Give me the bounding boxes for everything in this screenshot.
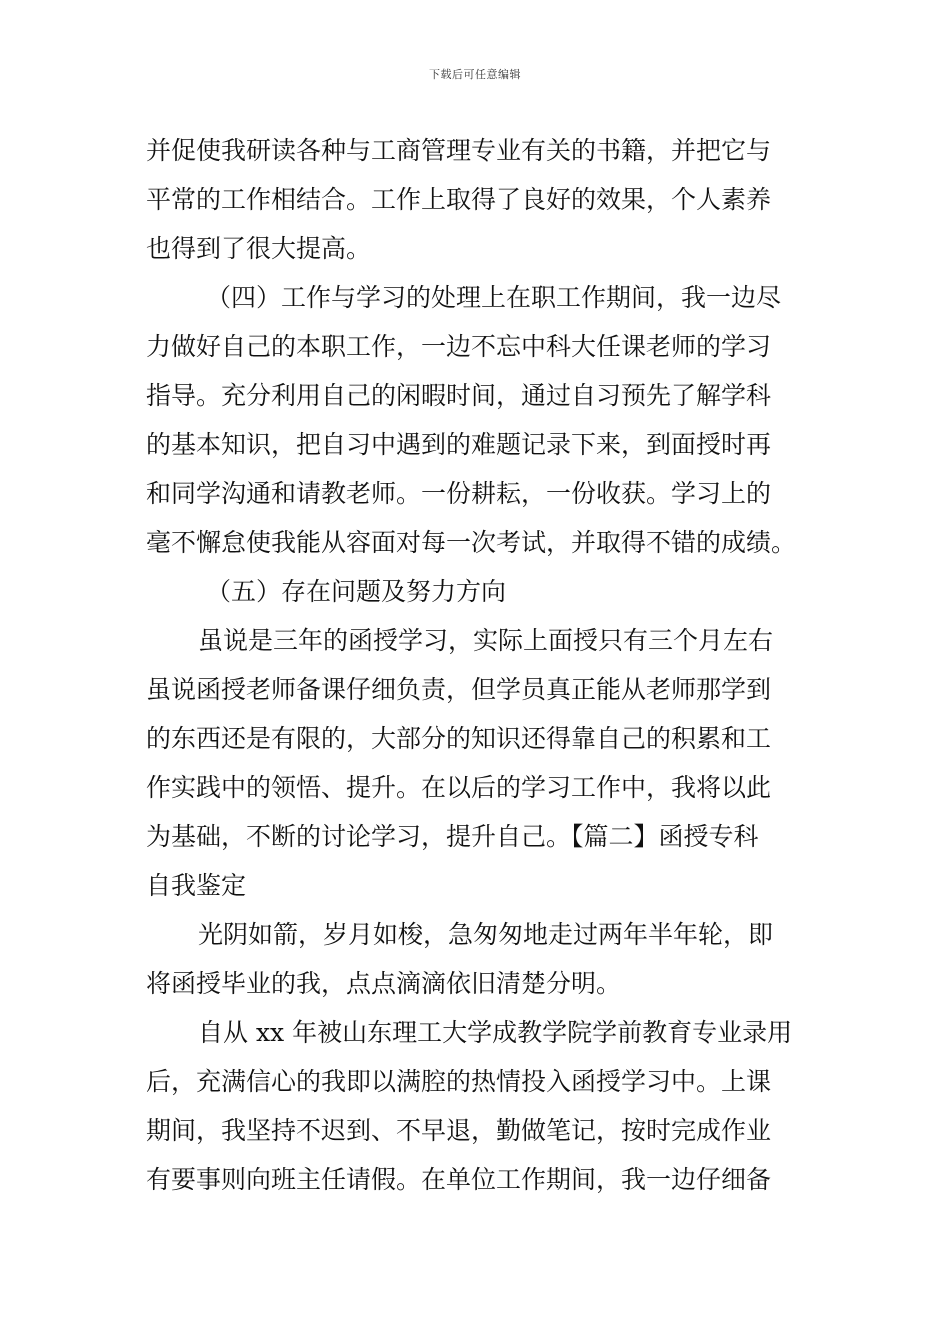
text-line: 后，充满信心的我即以满腔的热情投入函授学习中。上课 bbox=[146, 1067, 772, 1096]
text-line: （四）工作与学习的处理上在职工作期间，我一边尽 bbox=[206, 283, 782, 312]
text-line: 自从 xx 年被山东理工大学成教学院学前教育专业录用 bbox=[198, 1018, 793, 1047]
text-line: 指导。充分利用自己的闲暇时间，通过自习预先了解学科 bbox=[146, 381, 772, 410]
text-line: 有要事则向班主任请假。在单位工作期间，我一边仔细备 bbox=[146, 1165, 772, 1194]
section-heading: （五）存在问题及努力方向 bbox=[206, 577, 507, 606]
text-line: 虽说是三年的函授学习，实际上面授只有三个月左右 bbox=[198, 626, 774, 655]
text-line: 光阴如箭，岁月如梭，急匆匆地走过两年半年轮，即 bbox=[198, 920, 774, 949]
text-line: 平常的工作相结合。工作上取得了良好的效果，个人素养 bbox=[146, 185, 772, 214]
text-line: 的基本知识，把自习中遇到的难题记录下来，到面授时再 bbox=[146, 430, 772, 459]
text-line: 将函授毕业的我，点点滴滴依旧清楚分明。 bbox=[146, 969, 622, 998]
text-line: 期间，我坚持不迟到、不早退，勤做笔记，按时完成作业 bbox=[146, 1116, 772, 1145]
text-line: 力做好自己的本职工作，一边不忘中科大任课老师的学习 bbox=[146, 332, 772, 361]
text-line: 自我鉴定 bbox=[146, 871, 247, 900]
text-line: 为基础，不断的讨论学习，提升自己。【篇二】函授专科 bbox=[146, 822, 759, 851]
text-line: 毫不懈怠使我能从容面对每一次考试，并取得不错的成绩。 bbox=[146, 528, 797, 557]
text-line: 虽说函授老师备课仔细负责，但学员真正能从老师那学到 bbox=[146, 675, 772, 704]
text-line: 作实践中的领悟、提升。在以后的学习工作中，我将以此 bbox=[146, 773, 772, 802]
text-line: 也得到了很大提高。 bbox=[146, 234, 372, 263]
text-line: 并促使我研读各种与工商管理专业有关的书籍，并把它与 bbox=[146, 136, 772, 165]
text-line: 的东西还是有限的，大部分的知识还得靠自己的积累和工 bbox=[146, 724, 772, 753]
text-line: 和同学沟通和请教老师。一份耕耘，一份收获。学习上的 bbox=[146, 479, 772, 508]
page-header: 下载后可任意编辑 bbox=[429, 68, 521, 81]
document-body bbox=[146, 126, 811, 1204]
